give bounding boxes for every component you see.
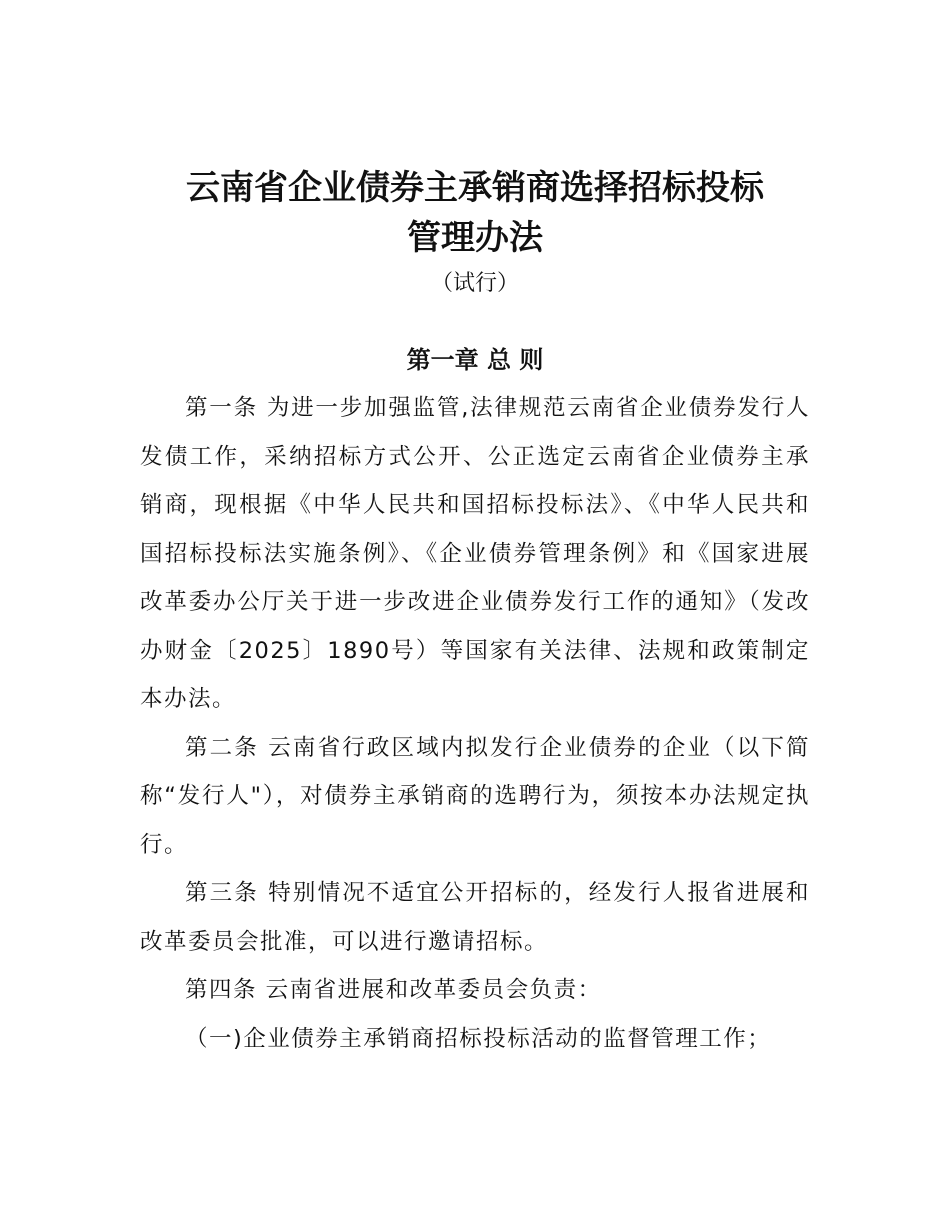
article-2-paragraph: 第二条 云南省行政区域内拟发行企业债券的企业（以下简称“发行人"），对债券主承销商的选聘行为，须按本办法规定执行。 <box>140 734 810 858</box>
article-1-paragraph: 第一条 为进一步加强监管,法律规范云南省企业债券发行人发债工作，采纳招标方式公开、公正选定云南省企业债券主承销商，现根据《中华人民共和国招标投标法》、《中华人民共和国招标投标法实施条例》、《企业债券管理条例》和《国家进展改革委办公厅关于进一步改进企业债券发行工作的通知》（发改办财金〔2025〕1890号）等国家有关法律、法规和政策制定本办法。 <box>140 395 810 712</box>
article-4-item-1: （一)企业债券主承销商招标投标活动的监督管理工作； <box>185 1025 772 1052</box>
article-3-paragraph: 第三条 特别情况不适宜公开招标的，经发行人报省进展和改革委员会批准，可以进行邀请招标。 <box>140 880 810 955</box>
chapter-heading: 第一章 总 则 <box>406 346 544 374</box>
document-body <box>140 384 810 1063</box>
document-subtitle: （试行） <box>430 271 519 296</box>
article-4-paragraph: 第四条 云南省进展和改革委员会负责： <box>185 977 602 1003</box>
document-title-line1: 云南省企业债券主承销商选择招标投标 <box>186 168 764 208</box>
document-title-line2: 管理办法 <box>407 218 543 258</box>
